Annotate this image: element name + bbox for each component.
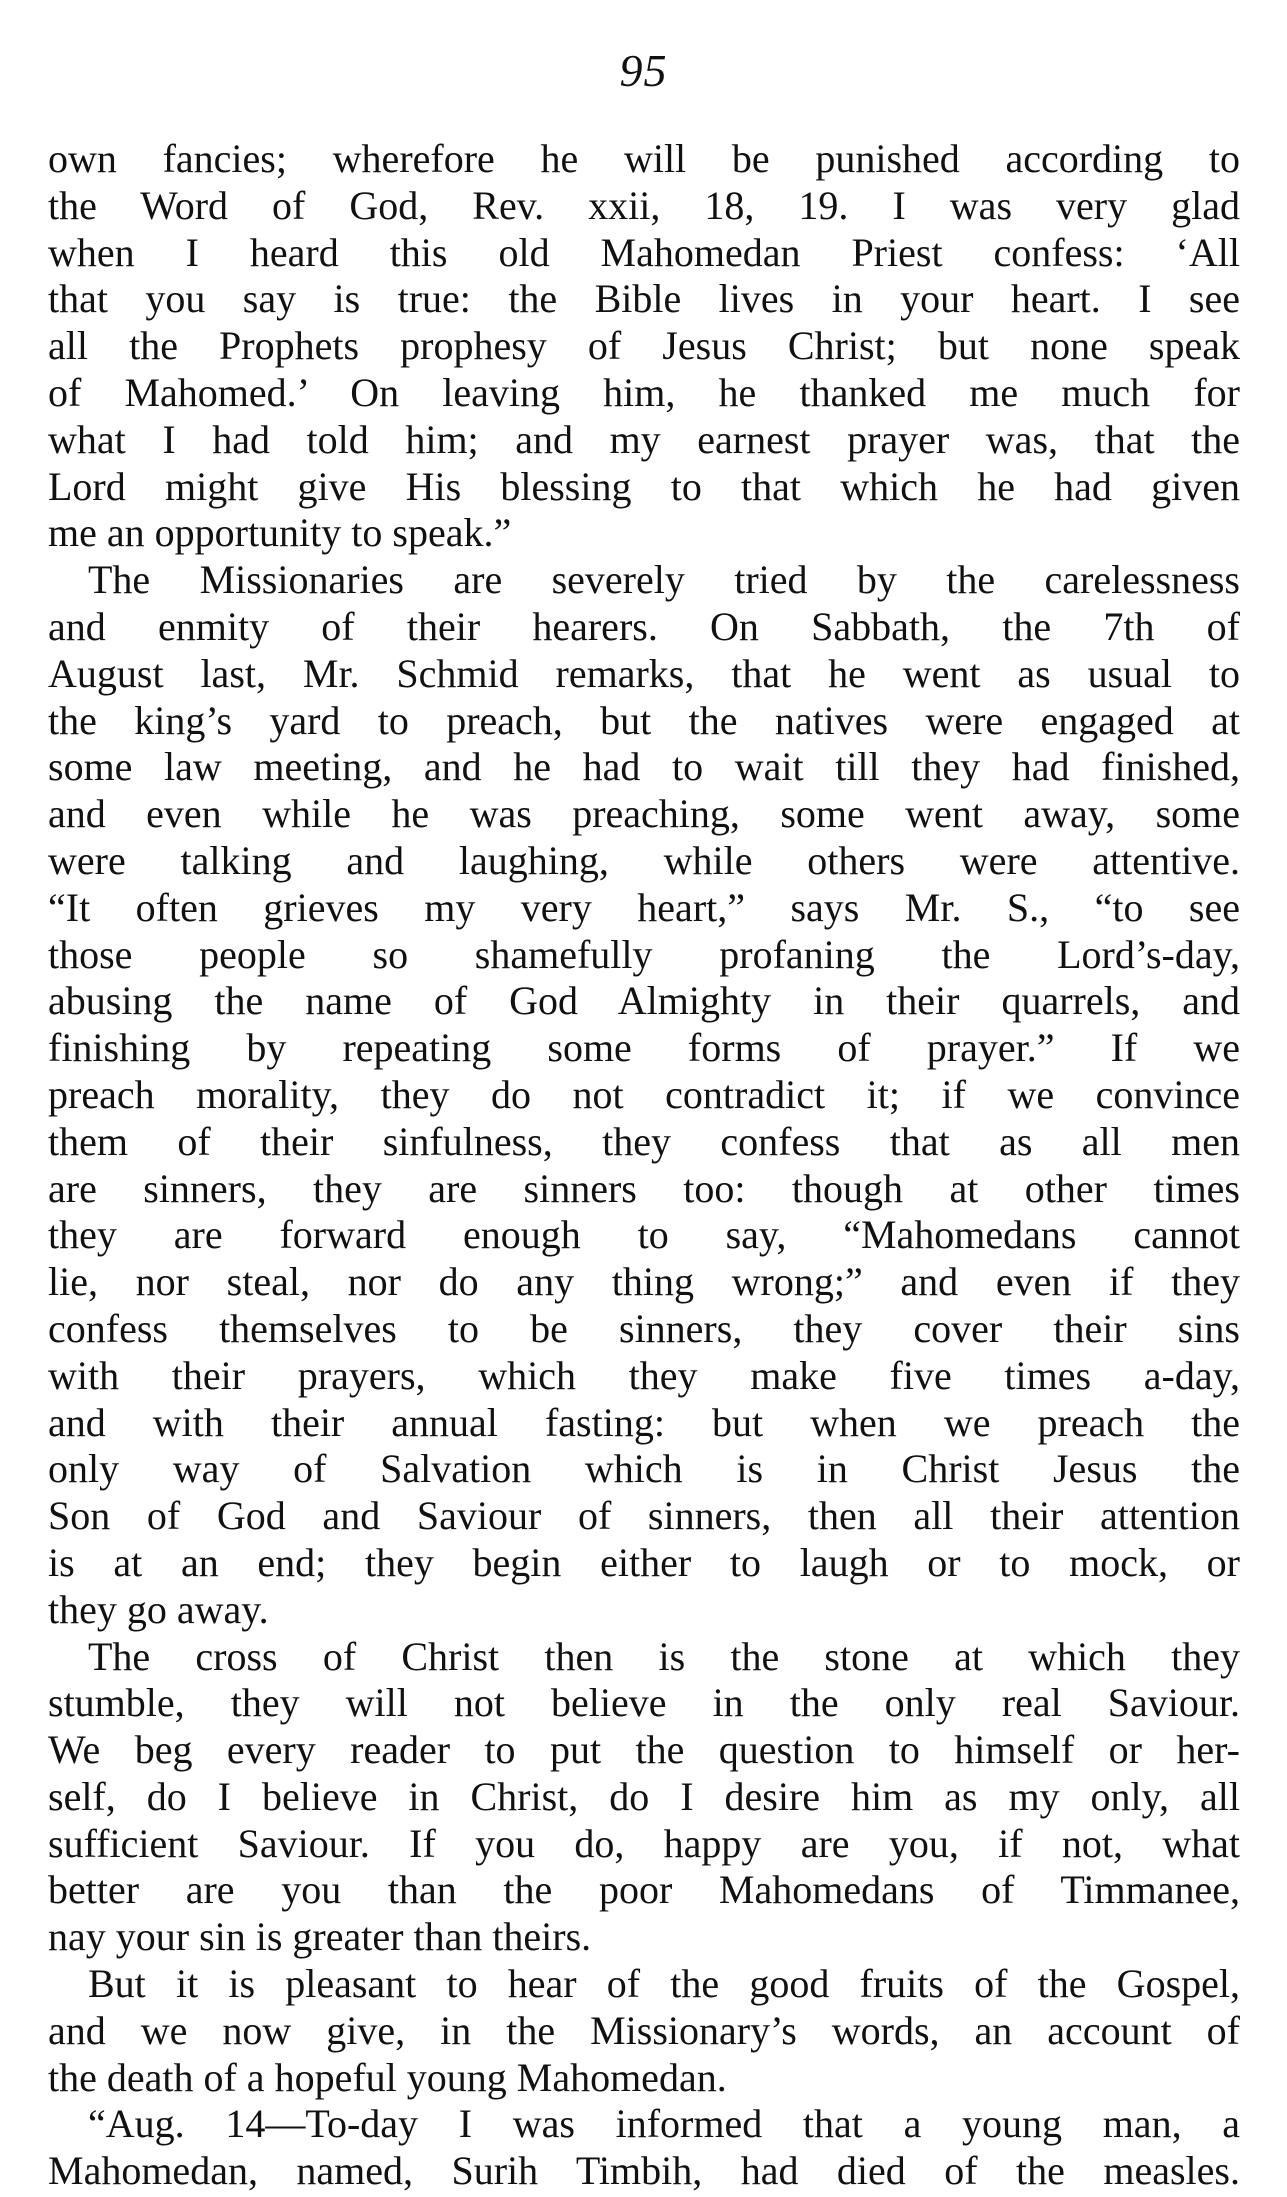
- text-line: abusing the name of God Almighty in their quarrels, and: [48, 978, 1240, 1024]
- text-line: The Missionaries are severely tried by the carelessness: [88, 557, 1240, 603]
- text-line: some law meeting, and he had to wait till they had finished,: [48, 744, 1240, 790]
- text-line: all the Prophets prophesy of Jesus Christ; but none speak: [48, 323, 1240, 369]
- text-line: me an opportunity to speak.”: [48, 510, 512, 556]
- text-line: they go away.: [48, 1586, 269, 1632]
- text-line: that you say is true: the Bible lives in your heart. I see: [48, 276, 1240, 322]
- text-line: they are forward enough to say, “Mahomedans cannot: [48, 1212, 1240, 1258]
- text-line: August last, Mr. Schmid remarks, that he went as usual to: [48, 650, 1240, 696]
- text-line: But it is pleasant to hear of the good fruits of the Gospel,: [88, 1961, 1240, 2007]
- text-line: stumble, they will not believe in the only real Saviour.: [48, 1680, 1240, 1726]
- text-line: and enmity of their hearers. On Sabbath, the 7th of: [48, 603, 1240, 649]
- text-line: “It often grieves my very heart,” says Mr. S., “to see: [48, 884, 1240, 930]
- text-line: confess themselves to be sinners, they cover their sins: [48, 1305, 1240, 1351]
- text-line: sufficient Saviour. If you do, happy are you, if not, what: [48, 1820, 1240, 1866]
- text-line: Lord might give His blessing to that which he had given: [48, 463, 1240, 509]
- text-line: when I heard this old Mahomedan Priest confess: ‘All: [48, 229, 1240, 275]
- text-line: and with their annual fasting: but when we preach the: [48, 1399, 1240, 1445]
- text-line: finishing by repeating some forms of prayer.” If we: [48, 1025, 1240, 1071]
- text-line: We beg every reader to put the question to himself or her-: [48, 1727, 1240, 1773]
- text-line: better are you than the poor Mahomedans of Timmanee,: [48, 1867, 1240, 1913]
- text-line: only way of Salvation which is in Christ Jesus the: [48, 1446, 1240, 1492]
- text-line: those people so shamefully profaning the Lord’s-day,: [48, 931, 1240, 977]
- text-line: Mahomedan, named, Surih Timbih, had died of the measles.: [48, 2148, 1240, 2194]
- text-line: are sinners, they are sinners too: though at other times: [48, 1165, 1240, 1211]
- text-line: own fancies; wherefore he will be punished according to: [48, 136, 1240, 181]
- text-line: were talking and laughing, while others were attentive.: [48, 837, 1240, 883]
- text-line: “Aug. 14—To-day I was informed that a young man, a: [88, 2101, 1240, 2147]
- text-line: what I had told him; and my earnest prayer was, that the: [48, 416, 1240, 462]
- text-line: The cross of Christ then is the stone at which they: [88, 1633, 1240, 1679]
- text-line: of Mahomed.’ On leaving him, he thanked me much for: [48, 369, 1240, 415]
- text-line: lie, nor steal, nor do any thing wrong;” and even if they: [48, 1259, 1240, 1305]
- body-text: [48, 136, 1240, 2195]
- text-line: the death of a hopeful young Mahomedan.: [48, 2054, 727, 2100]
- text-line: self, do I believe in Christ, do I desire him as my only, all: [48, 1773, 1240, 1819]
- text-line: is at an end; they begin either to laugh or to mock, or: [48, 1539, 1240, 1585]
- text-line: with their prayers, which they make five times a-day,: [48, 1352, 1240, 1398]
- text-line: and even while he was preaching, some went away, some: [48, 791, 1240, 837]
- text-line: them of their sinfulness, they confess that as all men: [48, 1118, 1240, 1164]
- page-number: 95: [619, 45, 668, 96]
- text-line: preach morality, they do not contradict it; if we convince: [48, 1071, 1240, 1117]
- text-line: Son of God and Saviour of sinners, then all their attention: [48, 1493, 1240, 1539]
- text-line: the king’s yard to preach, but the natives were engaged at: [48, 697, 1240, 743]
- text-line: nay your sin is greater than theirs.: [48, 1914, 592, 1960]
- text-line: the Word of God, Rev. xxii, 18, 19. I was very glad: [48, 182, 1240, 228]
- text-line: and we now give, in the Missionary’s words, an account of: [48, 2007, 1240, 2053]
